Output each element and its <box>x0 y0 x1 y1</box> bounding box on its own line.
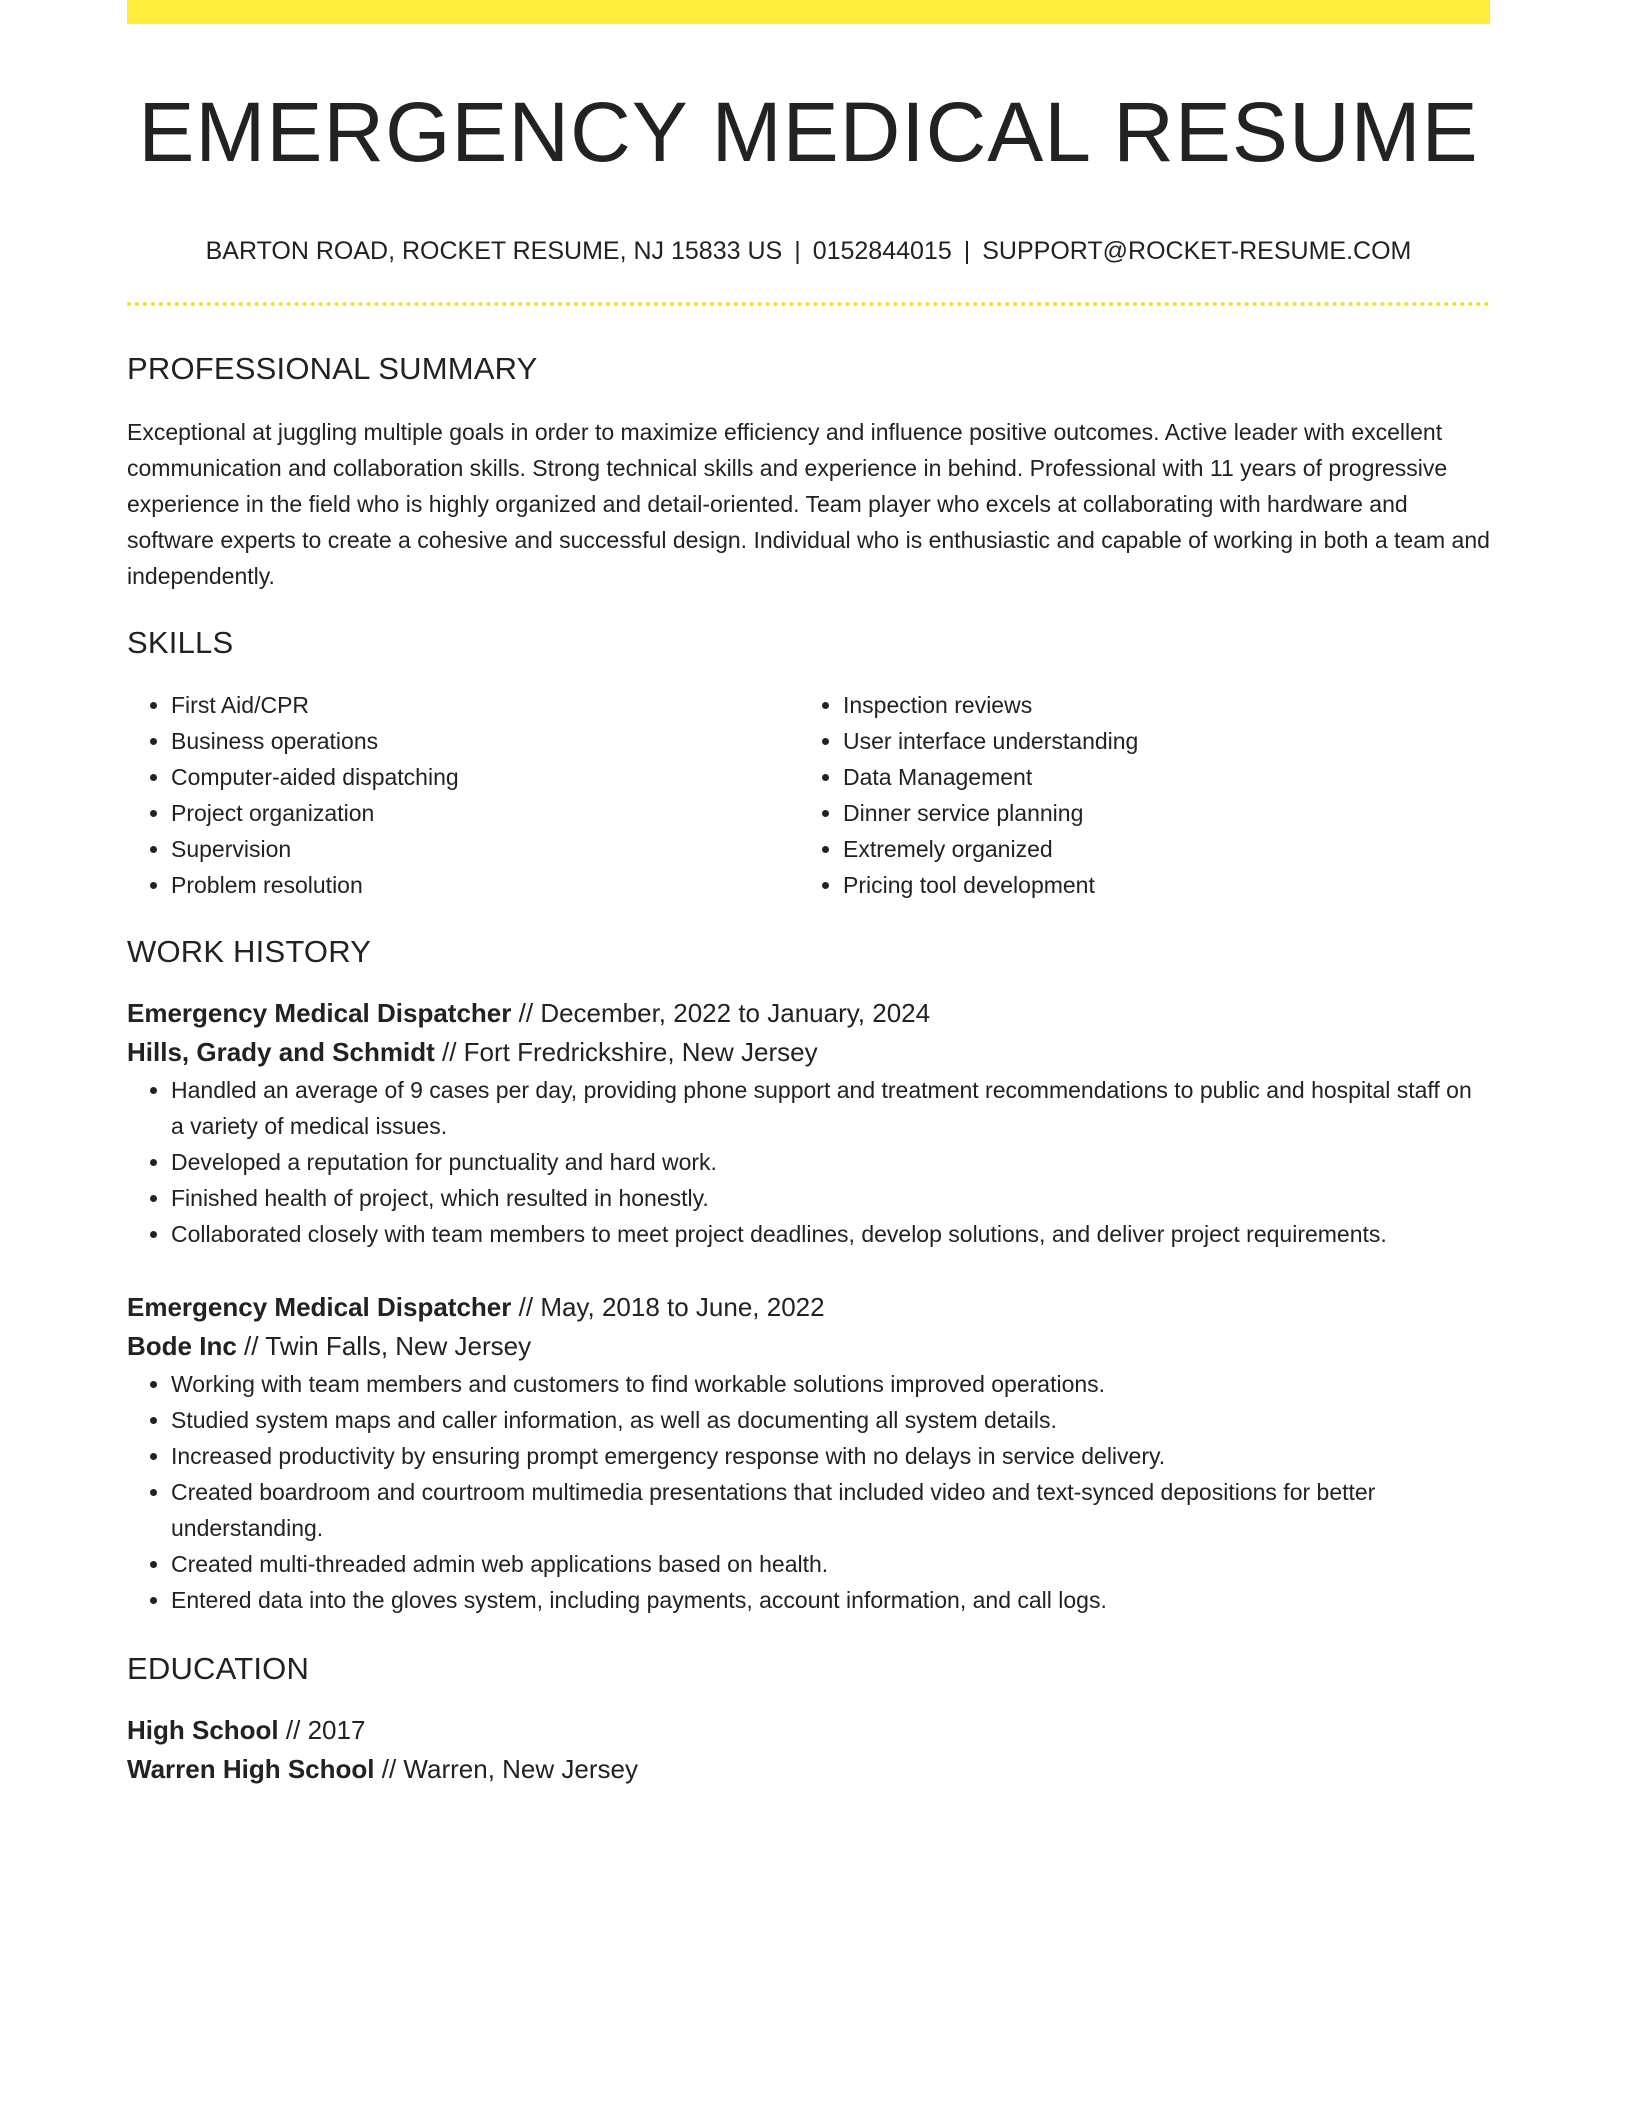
skill-item: • Dinner service planning <box>843 795 1471 831</box>
job-role-line <box>127 1288 1490 1327</box>
divider-text: // <box>285 1715 301 1746</box>
skill-item: • Computer-aided dispatching <box>171 759 799 795</box>
contact-line <box>127 236 1490 266</box>
job-bullets <box>127 1366 1490 1618</box>
contact-email: SUPPORT@ROCKET-RESUME.COM <box>982 237 1412 266</box>
job-role-line <box>127 994 1490 1033</box>
skill-item: • Pricing tool development <box>843 867 1471 903</box>
divider-text: // <box>441 1036 457 1067</box>
job-entry <box>127 1288 1490 1618</box>
divider-text: // <box>381 1754 397 1785</box>
skill-item: • Business operations <box>171 723 799 759</box>
job-bullet: • Developed a reputation for punctuality and hard work. <box>171 1144 1490 1180</box>
job-role: Emergency Medical Dispatcher <box>127 997 512 1028</box>
skills-heading: SKILLS <box>127 624 234 660</box>
job-bullet: • Entered data into the gloves system, including payments, account information, and call logs. <box>171 1582 1490 1618</box>
job-bullets <box>127 1072 1490 1252</box>
job-dates: May, 2018 to June, 2022 <box>540 1291 825 1322</box>
skill-item: • First Aid/CPR <box>171 687 799 723</box>
job-bullet: • Studied system maps and caller information, as well as documenting all system details. <box>171 1402 1490 1438</box>
job-bullet: • Handled an average of 9 cases per day, providing phone support and treatment recommendations to public and hospital staff on a variety of medical issues. <box>171 1072 1490 1144</box>
skill-item: • Project organization <box>171 795 799 831</box>
contact-separator: | <box>963 237 971 266</box>
job-company: Bode Inc <box>127 1330 237 1361</box>
education-entry <box>127 1711 1490 1789</box>
summary-heading: PROFESSIONAL SUMMARY <box>127 351 538 387</box>
divider-text: // <box>518 1291 534 1322</box>
contact-phone: 0152844015 <box>812 237 952 266</box>
contact-address: BARTON ROAD, ROCKET RESUME, NJ 15833 US <box>205 237 783 266</box>
job-company-line <box>127 1327 1490 1366</box>
education-degree: High School <box>127 1715 279 1746</box>
skill-item: • Inspection reviews <box>843 687 1471 723</box>
education-location: Warren, New Jersey <box>403 1754 638 1785</box>
skills-list-left <box>127 687 799 903</box>
job-company: Hills, Grady and Schmidt <box>127 1036 435 1067</box>
job-entry <box>127 994 1490 1252</box>
skills-grid <box>127 687 1490 903</box>
divider-text: // <box>244 1330 259 1361</box>
dotted-divider <box>127 302 1490 306</box>
divider-text: // <box>518 997 534 1028</box>
job-role: Emergency Medical Dispatcher <box>127 1291 512 1322</box>
summary-paragraph: Exceptional at juggling multiple goals in order to maximize efficiency and influence positive outcomes. Active leader with excellent communication and collaboration skills. Strong technical skills and experience in behind. Professional with 11 years of progressive experience in the field who is highly organized and detail-oriented. Team player who excels at collaborating with hardware and software experts to create a cohesive and successful design. Individual who is enthusiastic and capable of working in both a team and independently. <box>127 418 1490 589</box>
job-location: Twin Falls, New Jersey <box>265 1330 532 1361</box>
skill-item: • Supervision <box>171 831 799 867</box>
education-school-line <box>127 1750 1490 1789</box>
skill-item: • User interface understanding <box>843 723 1471 759</box>
job-bullet: • Collaborated closely with team members to meet project deadlines, develop solutions, and deliver project requirements. <box>171 1216 1490 1252</box>
skill-item: • Extremely organized <box>843 831 1471 867</box>
education-degree-line <box>127 1711 1490 1750</box>
education-heading: EDUCATION <box>127 1650 310 1686</box>
resume-name: EMERGENCY MEDICAL RESUME <box>138 85 1479 179</box>
contact-separator: | <box>794 237 801 266</box>
job-bullet: • Working with team members and customers to find workable solutions improved operations. <box>171 1366 1490 1402</box>
job-company-line <box>127 1033 1490 1072</box>
skills-list-right <box>799 687 1471 903</box>
job-bullet: • Finished health of project, which resulted in honestly. <box>171 1180 1490 1216</box>
skill-item: • Problem resolution <box>171 867 799 903</box>
job-bullet: • Created multi-threaded admin web applications based on health. <box>171 1546 1490 1582</box>
job-bullet: • Created boardroom and courtroom multimedia presentations that included video and text-synced depositions for better understanding. <box>171 1474 1490 1546</box>
education-year: 2017 <box>307 1715 366 1746</box>
accent-top-bar <box>127 0 1490 24</box>
job-bullet: • Increased productivity by ensuring prompt emergency response with no delays in service delivery. <box>171 1438 1490 1474</box>
job-location: Fort Fredrickshire, New Jersey <box>463 1036 818 1067</box>
work-history-heading: WORK HISTORY <box>127 933 372 969</box>
education-school: Warren High School <box>127 1754 375 1785</box>
job-dates: December, 2022 to January, 2024 <box>540 997 931 1028</box>
skill-item: • Data Management <box>843 759 1471 795</box>
resume-page <box>127 0 1490 1789</box>
